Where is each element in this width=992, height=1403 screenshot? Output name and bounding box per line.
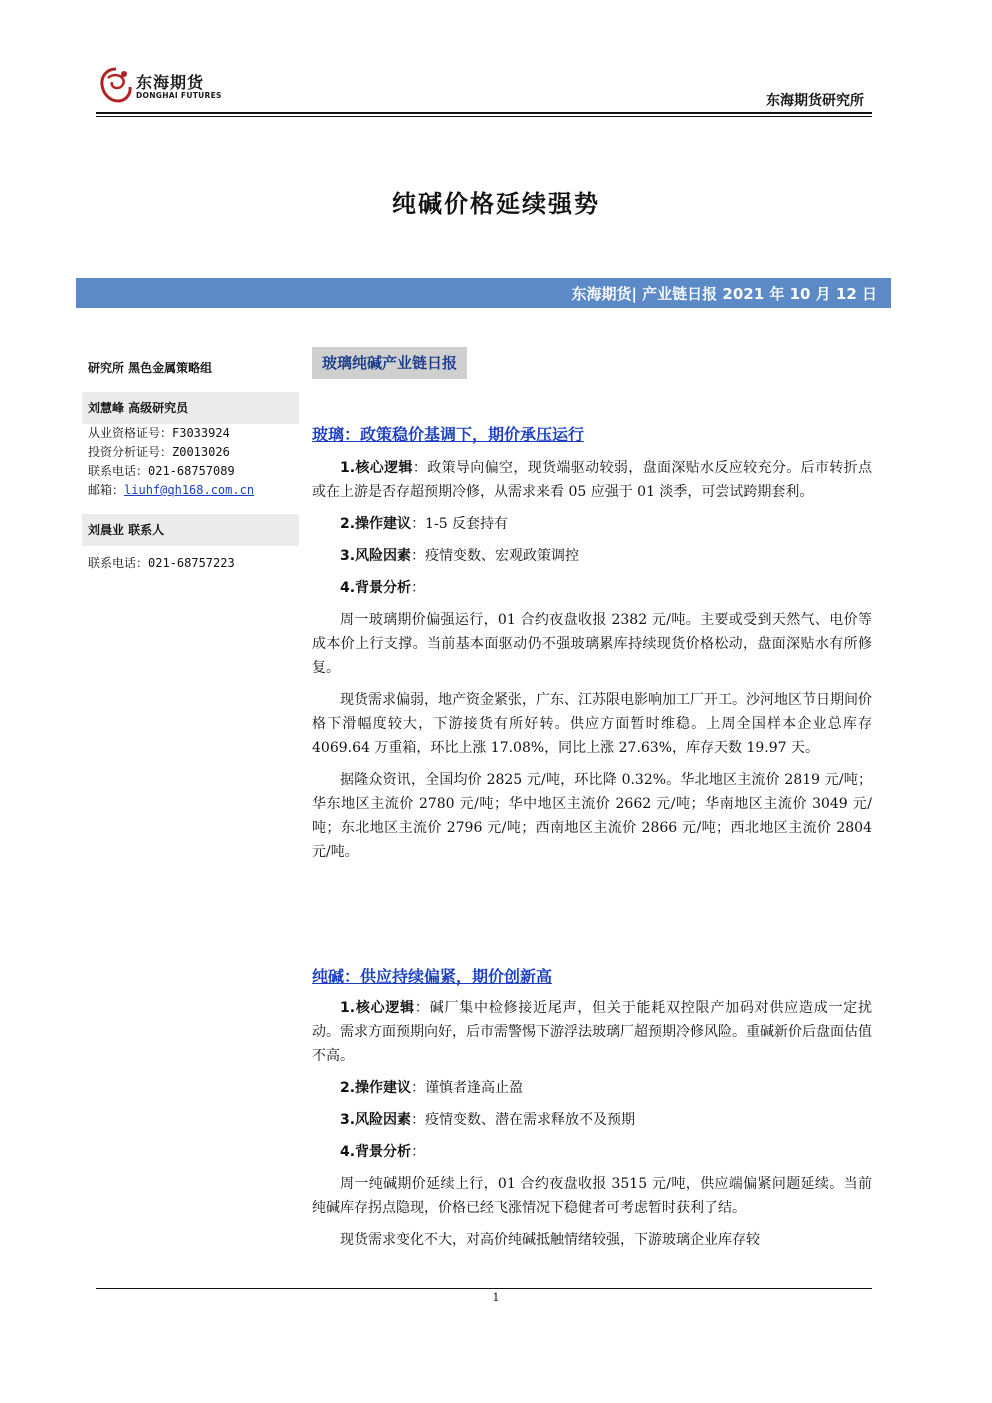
analyst2-heading: 刘晨业 联系人 xyxy=(82,514,299,546)
glass-background-p2: 现货需求偏弱，地产资金紧张，广东、江苏限电影响加工厂开工。沙河地区节日期间价格下滑幅度较大，下游接货有所好转。供应方面暂时维稳。上周全国样本企业总库存 4069.64 万重箱，环比上涨 17.08%，同比上涨 27.63%，库存天数 19.97 天。 xyxy=(312,692,872,756)
soda-section-body xyxy=(312,996,872,1260)
banner-text: 东海期货| 产业链日报 2021 年 10 月 12 日 xyxy=(571,285,877,303)
report-category-tag: 玻璃纯碱产业链日报 xyxy=(312,347,467,379)
author-sidebar xyxy=(82,352,299,573)
analyst1-phone: 联系电话：021-68757089 xyxy=(88,464,235,478)
logo-chinese-name: 东海期货 xyxy=(136,73,205,92)
company-logo xyxy=(98,66,228,106)
soda-background-heading: 4.背景分析： xyxy=(340,1144,426,1160)
soda-section-title[interactable]: 纯碱：供应持续偏紧，期价创新高 xyxy=(312,967,553,986)
analyst1-cert: 从业资格证号：F3033924 xyxy=(88,426,230,440)
soda-core-logic: 1.核心逻辑：碱厂集中检修接近尾声，但关于能耗双控限产加码对供应造成一定扰动。需求方面预期向好，后市需警惕下游浮法玻璃厂超预期冷修风险。重碱新价后盘面估值不高。 xyxy=(312,1000,873,1064)
glass-section-title[interactable]: 玻璃：政策稳价基调下，期价承压运行 xyxy=(312,425,585,444)
glass-background-p3: 据隆众资讯，全国均价 2825 元/吨，环比降 0.32%。华北地区主流价 2819 元/吨；华东地区主流价 2780 元/吨；华中地区主流价 2662 元/吨；华南地区主流价 3049 元/吨；东北地区主流价 2796 元/吨；西南地区主流价 2866 元/吨；西北地区主流价 2804 元/吨。 xyxy=(312,772,872,860)
institute-name: 东海期货研究所 xyxy=(766,93,864,109)
header-divider-thin xyxy=(96,116,872,117)
page-number: 1 xyxy=(492,1291,500,1304)
glass-section-body xyxy=(312,456,872,872)
soda-background-p2: 现货需求变化不大，对高价纯碱抵触情绪较强，下游玻璃企业库存较 xyxy=(340,1232,760,1248)
analyst1-heading: 刘慧峰 高级研究员 xyxy=(82,392,299,424)
soda-risk: 3.风险因素：疫情变数、潜在需求释放不及预期 xyxy=(340,1112,636,1128)
footer-divider xyxy=(96,1288,872,1289)
glass-risk: 3.风险因素：疫情变数、宏观政策调控 xyxy=(340,548,580,564)
analyst1-invest-cert: 投资分析证号：Z0013026 xyxy=(88,445,230,459)
email-label: 邮箱： xyxy=(88,483,125,497)
report-banner xyxy=(76,278,891,308)
analyst2-phone: 联系电话：021-68757223 xyxy=(88,556,235,570)
soda-operation: 2.操作建议：谨慎者逢高止盈 xyxy=(340,1080,524,1096)
department-heading: 研究所 黑色金属策略组 xyxy=(88,361,213,375)
glass-operation: 2.操作建议：1-5 反套持有 xyxy=(340,516,509,532)
soda-background-p1: 周一纯碱期价延续上行，01 合约夜盘收报 3515 元/吨，供应端偏紧问题延续。当前纯碱库存拐点隐现，价格已经飞涨情况下稳健者可考虑暂时获利了结。 xyxy=(312,1176,872,1216)
glass-background-p1: 周一玻璃期价偏强运行，01 合约夜盘收报 2382 元/吨。主要或受到天然气、电价等成本价上行支撑。当前基本面驱动仍不强玻璃累库持续现货价格松动，盘面深贴水有所修复。 xyxy=(312,612,872,676)
analyst1-email-row xyxy=(82,481,299,500)
glass-core-logic: 1.核心逻辑：政策导向偏空，现货端驱动较弱，盘面深贴水反应较充分。后市转折点或在上游是否存超预期冷修，从需求来看 05 应强于 01 淡季，可尝试跨期套利。 xyxy=(312,460,872,500)
page-title: 纯碱价格延续强势 xyxy=(392,190,600,218)
analyst1-email-link[interactable]: liuhf@qh168.com.cn xyxy=(124,483,255,497)
logo-english-name: DONGHAI FUTURES xyxy=(136,91,222,100)
dragon-logo-icon xyxy=(98,66,134,104)
glass-background-heading: 4.背景分析： xyxy=(340,580,426,596)
header-divider xyxy=(96,112,872,114)
